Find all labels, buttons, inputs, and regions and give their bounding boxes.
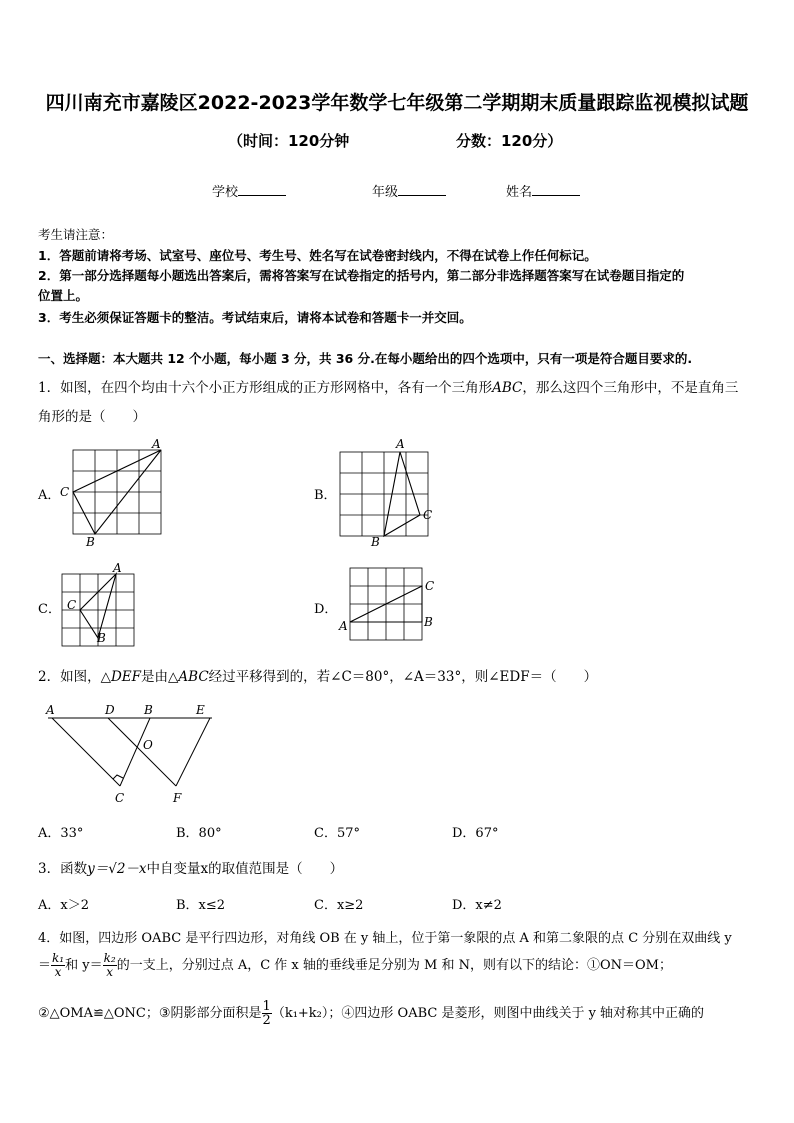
q2-option-b: B．80° — [176, 826, 222, 841]
q1-figure-b — [330, 436, 440, 548]
note-item-3: 3．考生必须保证答题卡的整洁。考试结束后，请将本试卷和答题卡一并交回。 — [38, 310, 472, 325]
fig-d-label-c: C — [425, 579, 435, 593]
q4-text-line1: 4．如图，四边形 OABC 是平行四边形，对角线 OB 在 y 轴上，位于第一象限的点 A 和第二象限的点 C 分别在双曲线 y — [38, 931, 732, 946]
exam-score: 分数：120分） — [456, 132, 563, 150]
q3-option-c: C．x≥2 — [314, 898, 364, 913]
q1-option-b: B． — [314, 488, 337, 503]
q2-label-c: C — [115, 791, 125, 805]
q2-option-d: D．67° — [452, 826, 499, 841]
notes-heading: 考生请注意： — [38, 227, 114, 242]
q1-figure-a — [55, 436, 170, 548]
q4-frac-k2: $\frac{\text{k₂}}{x}$ — [103, 951, 116, 979]
q2-label-e: E — [196, 703, 205, 717]
q2-option-c: C．57° — [314, 826, 360, 841]
grade-label: 年级 — [372, 185, 399, 200]
q2-text: 2．如图，△DEF是由△ABC经过平移得到的，若∠C＝80°，∠A＝33°，则∠EDF＝（ ） — [38, 669, 598, 685]
q3-text: 3．函数y＝√2－x中自变量x的取值范围是（ ） — [38, 861, 344, 877]
exam-time: （时间：120分钟 — [228, 132, 350, 150]
name-blank — [532, 183, 580, 196]
q1-text-line2: 角形的是（ ） — [38, 409, 146, 425]
school-field — [212, 181, 286, 200]
name-label: 姓名 — [506, 185, 533, 200]
note-item-1: 1．答题前请将考场、试室号、座位号、考生号、姓名写在试卷密封线内，不得在试卷上作任何标记。 — [38, 248, 597, 263]
school-label: 学校 — [212, 185, 239, 200]
fig-b-label-c: C — [423, 508, 433, 522]
q1-option-c: C． — [38, 602, 61, 617]
fig-b-label-b: B — [371, 535, 380, 548]
q2-label-a: A — [46, 703, 55, 717]
fig-b-label-a: A — [396, 437, 405, 451]
fig-d-label-b: B — [424, 615, 433, 629]
q2-option-a: A．33° — [38, 826, 84, 841]
q1-figure-d — [336, 564, 446, 654]
q4-frac-k1: $\frac{\text{k₁}}{x}$ — [52, 951, 65, 979]
fig-a-label-b: B — [86, 535, 95, 548]
grade-field — [372, 181, 446, 200]
q2-label-b: B — [144, 703, 153, 717]
fig-a-label-a: A — [152, 437, 161, 451]
grade-blank — [398, 183, 446, 196]
fig-c-label-a: A — [113, 562, 122, 575]
q2-label-o: O — [143, 738, 153, 752]
q2-label-d: D — [105, 703, 115, 717]
note-item-2-cont: 位置上。 — [38, 288, 89, 303]
q4-frac-half: $\frac{1}{2}$ — [262, 999, 271, 1028]
name-field — [506, 181, 580, 200]
note-item-2: 2．第一部分选择题每小题选出答案后，需将答案写在试卷指定的括号内，第二部分非选择题答案写在试卷题目指定的 — [38, 268, 685, 283]
q1-figure-c — [55, 562, 145, 652]
q3-option-b: B．x≤2 — [176, 898, 226, 913]
fig-d-label-a: A — [339, 619, 348, 633]
fig-a-label-c: C — [60, 485, 70, 499]
fig-c-label-c: C — [67, 598, 77, 612]
q3-option-a: A．x＞2 — [38, 898, 89, 913]
q1-option-d: D． — [314, 602, 338, 617]
fig-c-label-b: B — [97, 631, 106, 645]
school-blank — [238, 183, 286, 196]
q2-label-f: F — [173, 791, 182, 805]
q2-figure — [40, 698, 220, 808]
page-title: 四川南充市嘉陵区2022-2023学年数学七年级第二学期期末质量跟踪监视模拟试题 — [45, 92, 749, 114]
q3-option-d: D．x≠2 — [452, 898, 502, 913]
q1-text-line1: 1．如图，在四个均由十六个小正方形组成的正方形网格中，各有一个三角形ABC，那么这四个三角形中，不是直角三 — [38, 380, 739, 396]
q1-option-a: A． — [38, 488, 61, 503]
section-heading: 一、选择题：本大题共 12 个小题，每小题 3 分，共 36 分.在每小题给出的四个选项中，只有一项是符合题目要求的. — [38, 351, 693, 366]
q4-text-line2: ＝ $\frac{\text{k₁}}{x}$ 和 y＝ $\frac{\text{k₂}}{x}$ 的一支上，分别过点 A，C 作 x 轴的垂线垂足分别为 M 和 N，则有以下的结论：①ON＝OM； — [38, 951, 672, 979]
q4-text-line3: ②△OMA≌△ONC；③阴影部分面积是 $\frac{1}{2}$ （k₁+k₂）；④四边形 OABC 是菱形，则图中曲线关于 y 轴对称其中正确的 — [38, 999, 705, 1028]
